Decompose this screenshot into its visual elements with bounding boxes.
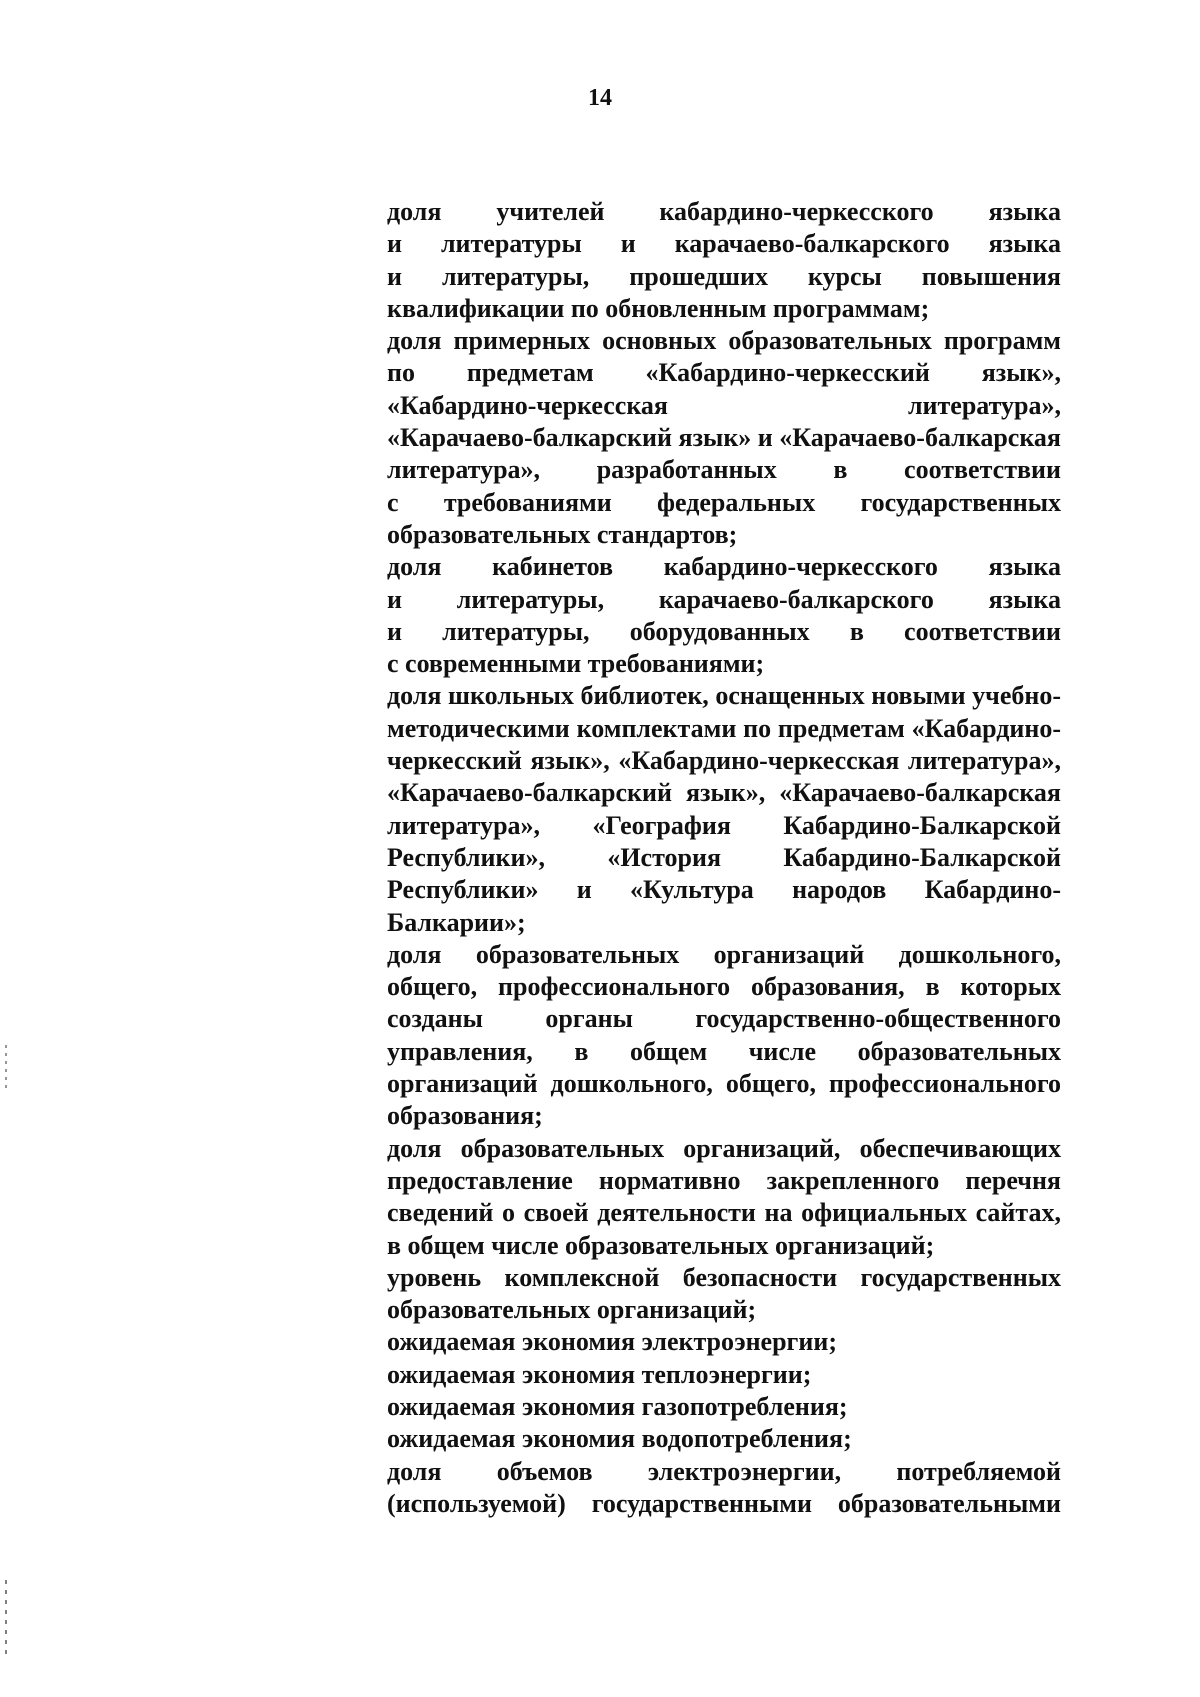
- text-line: общего, профессионального образования, в которых: [387, 972, 1061, 1002]
- text-line: «Карачаево-балкарский язык» и «Карачаево-балкарская: [387, 423, 1061, 453]
- text-line: «Карачаево-балкарский язык», «Карачаево-балкарская: [387, 778, 1061, 808]
- text-line: образовательных организаций;: [387, 1295, 757, 1325]
- text-line: сведений о своей деятельности на официальных сайтах,: [387, 1198, 1061, 1228]
- scan-edge-mark: [4, 1045, 8, 1090]
- indicator-paragraph: [387, 1133, 1061, 1262]
- text-line: черкесский язык», «Кабардино-черкесская литература»,: [387, 746, 1061, 776]
- indicator-paragraph: [387, 939, 1061, 1133]
- text-line: Балкарии»;: [387, 907, 526, 937]
- text-line: образования;: [387, 1101, 543, 1131]
- text-line: управления, в общем числе образовательных: [387, 1036, 1061, 1066]
- text-line: квалификации по обновленным программам;: [387, 293, 930, 323]
- page-number: 14: [588, 85, 612, 111]
- text-line: методическими комплектами по предметам «Кабардино-: [387, 713, 1061, 743]
- text-line: ожидаемая экономия электроэнергии;: [387, 1327, 837, 1357]
- indicator-paragraph: [387, 551, 1061, 680]
- scan-edge-mark: [4, 1580, 8, 1660]
- text-line: образовательных стандартов;: [387, 519, 738, 549]
- text-line: «Кабардино-черкесская литература»,: [387, 390, 1061, 420]
- indicator-paragraph: [387, 196, 1061, 325]
- text-line: доля примерных основных образовательных программ: [387, 326, 1061, 356]
- indicator-paragraph: [387, 1359, 1061, 1391]
- text-line: созданы органы государственно-общественного: [387, 1004, 1061, 1034]
- indicator-paragraph: [387, 680, 1061, 938]
- text-line: ожидаемая экономия теплоэнергии;: [387, 1359, 812, 1389]
- indicator-list: [387, 196, 1061, 1520]
- text-line: доля образовательных организаций дошкольного,: [387, 939, 1061, 969]
- text-line: с требованиями федеральных государственных: [387, 487, 1061, 517]
- text-line: доля учителей кабардино-черкесского языка: [387, 197, 1061, 226]
- text-line: доля образовательных организаций, обеспечивающих: [387, 1133, 1061, 1163]
- text-line: и литературы, карачаево-балкарского языка: [387, 584, 1061, 614]
- text-line: и литературы и карачаево-балкарского языка: [387, 229, 1061, 259]
- text-line: литература», разработанных в соответствии: [387, 455, 1061, 485]
- text-line: доля объемов электроэнергии, потребляемой: [387, 1456, 1061, 1486]
- text-line: ожидаемая экономия водопотребления;: [387, 1424, 852, 1454]
- indicator-paragraph: [387, 1423, 1061, 1455]
- text-line: Республики», «История Кабардино-Балкарской: [387, 842, 1061, 872]
- indicator-paragraph: [387, 1391, 1061, 1423]
- text-line: организаций дошкольного, общего, профессионального: [387, 1069, 1061, 1099]
- indicator-paragraph: [387, 325, 1061, 551]
- text-line: литература», «География Кабардино-Балкарской: [387, 810, 1061, 840]
- indicator-paragraph: [387, 1326, 1061, 1358]
- text-line: предоставление нормативно закрепленного перечня: [387, 1165, 1061, 1195]
- indicator-paragraph: [387, 1456, 1061, 1521]
- text-line: Республики» и «Культура народов Кабардино-: [387, 875, 1061, 905]
- text-line: по предметам «Кабардино-черкесский язык»,: [387, 358, 1061, 388]
- text-line: с современными требованиями;: [387, 649, 765, 679]
- text-line: доля кабинетов кабардино-черкесского языка: [387, 552, 1061, 582]
- text-line: в общем числе образовательных организаций;: [387, 1230, 935, 1260]
- text-line: уровень комплексной безопасности государственных: [387, 1262, 1061, 1292]
- text-line: и литературы, прошедших курсы повышения: [387, 261, 1061, 291]
- text-line: доля школьных библиотек, оснащенных новыми учебно-: [387, 681, 1061, 711]
- text-line: (используемой) государственными образовательными: [387, 1488, 1061, 1518]
- indicator-paragraph: [387, 1262, 1061, 1327]
- text-line: и литературы, оборудованных в соответствии: [387, 616, 1061, 646]
- text-line: ожидаемая экономия газопотребления;: [387, 1391, 848, 1421]
